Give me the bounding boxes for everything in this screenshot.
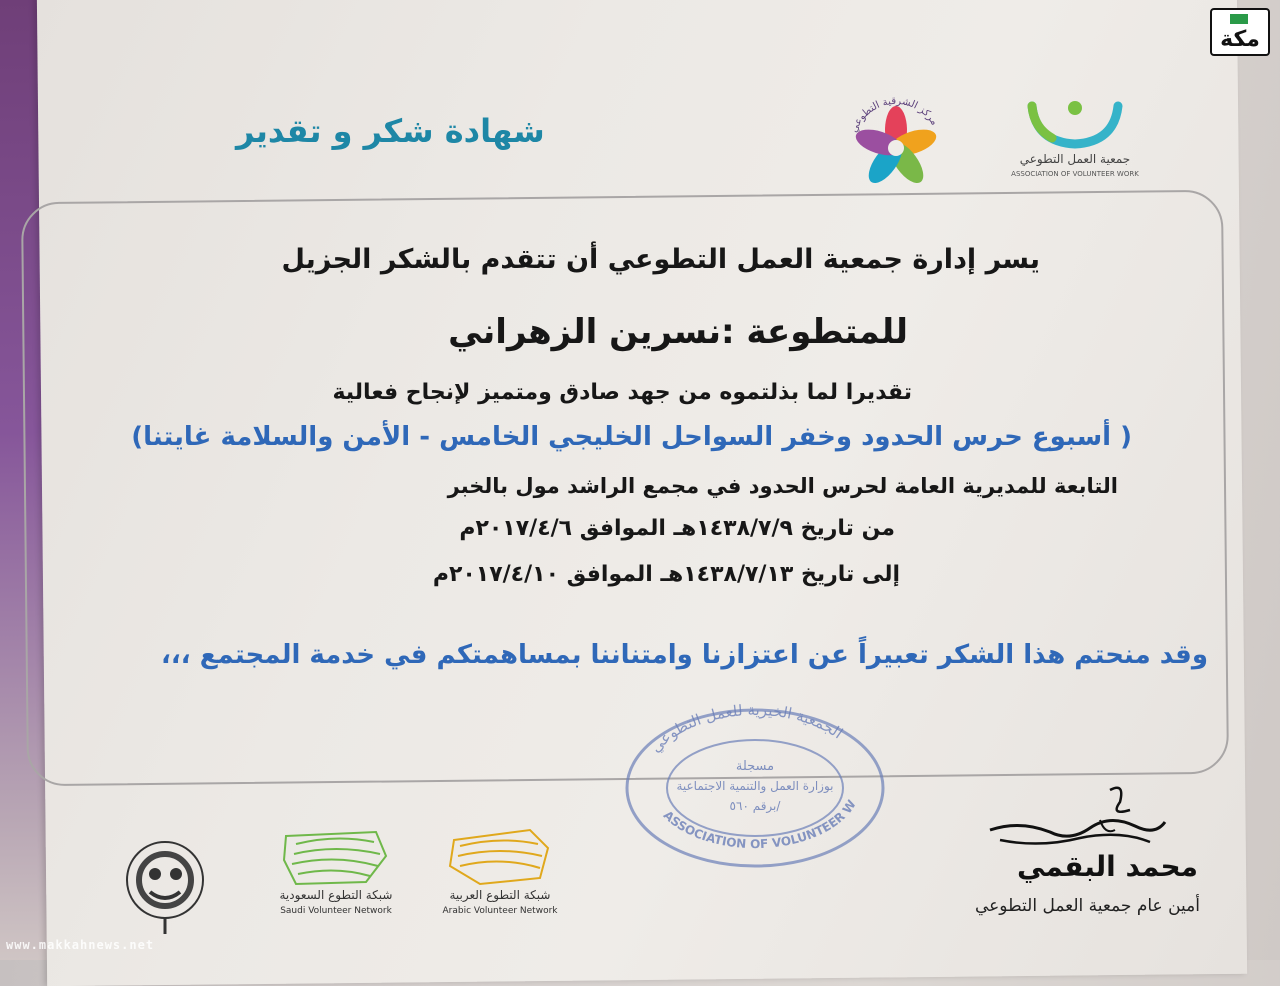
date-to: إلى تاريخ ١٤٣٨/٧/١٣هـ الموافق ٢٠١٧/٤/١٠م — [432, 562, 900, 587]
fingerprint-map-green-icon — [256, 826, 416, 888]
stamp-inner-3: برقم ٥٦٠/ — [729, 799, 781, 813]
signer-name: محمد البقمي — [1016, 850, 1198, 883]
svg-text:الجمعية الخيرية للعمل التطوعي — [646, 701, 846, 757]
date-from: من تاريخ ١٤٣٨/٧/٩هـ الموافق ٢٠١٧/٤/٦م — [459, 516, 895, 541]
flower-star-icon — [836, 84, 956, 204]
stamp-outer-ar: الجمعية الخيرية للعمل التطوعي — [646, 700, 847, 757]
saudi-volunteer-network-logo — [256, 826, 416, 926]
association-name-en: ASSOCIATION OF VOLUNTEER WORK — [1011, 170, 1139, 178]
arabic-network-ar: شبكة التطوع العربية — [449, 888, 551, 902]
makkah-news-logo — [1210, 8, 1270, 56]
circular-emblem-icon — [110, 830, 220, 940]
stamp-seal-icon — [620, 700, 890, 870]
official-stamp — [620, 700, 890, 870]
fingerprint-map-gold-icon — [430, 826, 570, 888]
eastern-center-logo — [836, 84, 956, 204]
site-watermark: www.makkahnews.net — [6, 938, 155, 952]
stamp-inner-1: مسجلة — [735, 759, 775, 774]
recipient-line: للمتطوعة :نسرين الزهراني — [448, 312, 908, 352]
appreciation-line: تقديرا لما بذلتموه من جهد صادق ومتميز لإنجاح فعالية — [332, 380, 912, 405]
saudi-network-en: Saudi Volunteer Network — [280, 906, 392, 916]
kaaba-icon — [1230, 14, 1248, 24]
signer-title: أمين عام جمعية العمل التطوعي — [974, 896, 1200, 916]
organizer-line: التابعة للمديرية العامة لحرس الحدود في مجمع الراشد مول بالخبر — [447, 474, 1118, 498]
stamp-outer-en: ASSOCIATION OF VOLUNTEER W — [660, 797, 859, 852]
eastern-center-name: مركز الشرقية التطوعي — [848, 95, 940, 135]
event-name: ( أسبوع حرس الحدود وخفر السواحل الخليجي الخامس - الأمن والسلامة غايتنا) — [131, 422, 1132, 452]
site-logo-text: مكة — [1220, 26, 1260, 52]
intro-line: يسر إدارة جمعية العمل التطوعي أن تتقدم بالشكر الجزيل — [281, 244, 1040, 275]
closing-line: وقد منحتم هذا الشكر تعبيراً عن اعتزازنا وامتناننا بمساهمتكم في خدمة المجتمع ،،، — [161, 640, 1208, 670]
smile-arc-icon — [1010, 92, 1140, 152]
volunteer-union-logo — [110, 830, 220, 940]
saudi-network-ar: شبكة التطوع السعودية — [279, 888, 393, 902]
arabic-network-en: Arabic Volunteer Network — [442, 906, 558, 916]
certificate-title: شهادة شكر و تقدير — [236, 112, 545, 150]
association-name-ar: جمعية العمل التطوعي — [1019, 152, 1131, 166]
association-logo — [1010, 92, 1140, 192]
stamp-inner-2: بوزارة العمل والتنمية الاجتماعية — [676, 779, 834, 793]
arabic-volunteer-network-logo — [430, 826, 570, 926]
